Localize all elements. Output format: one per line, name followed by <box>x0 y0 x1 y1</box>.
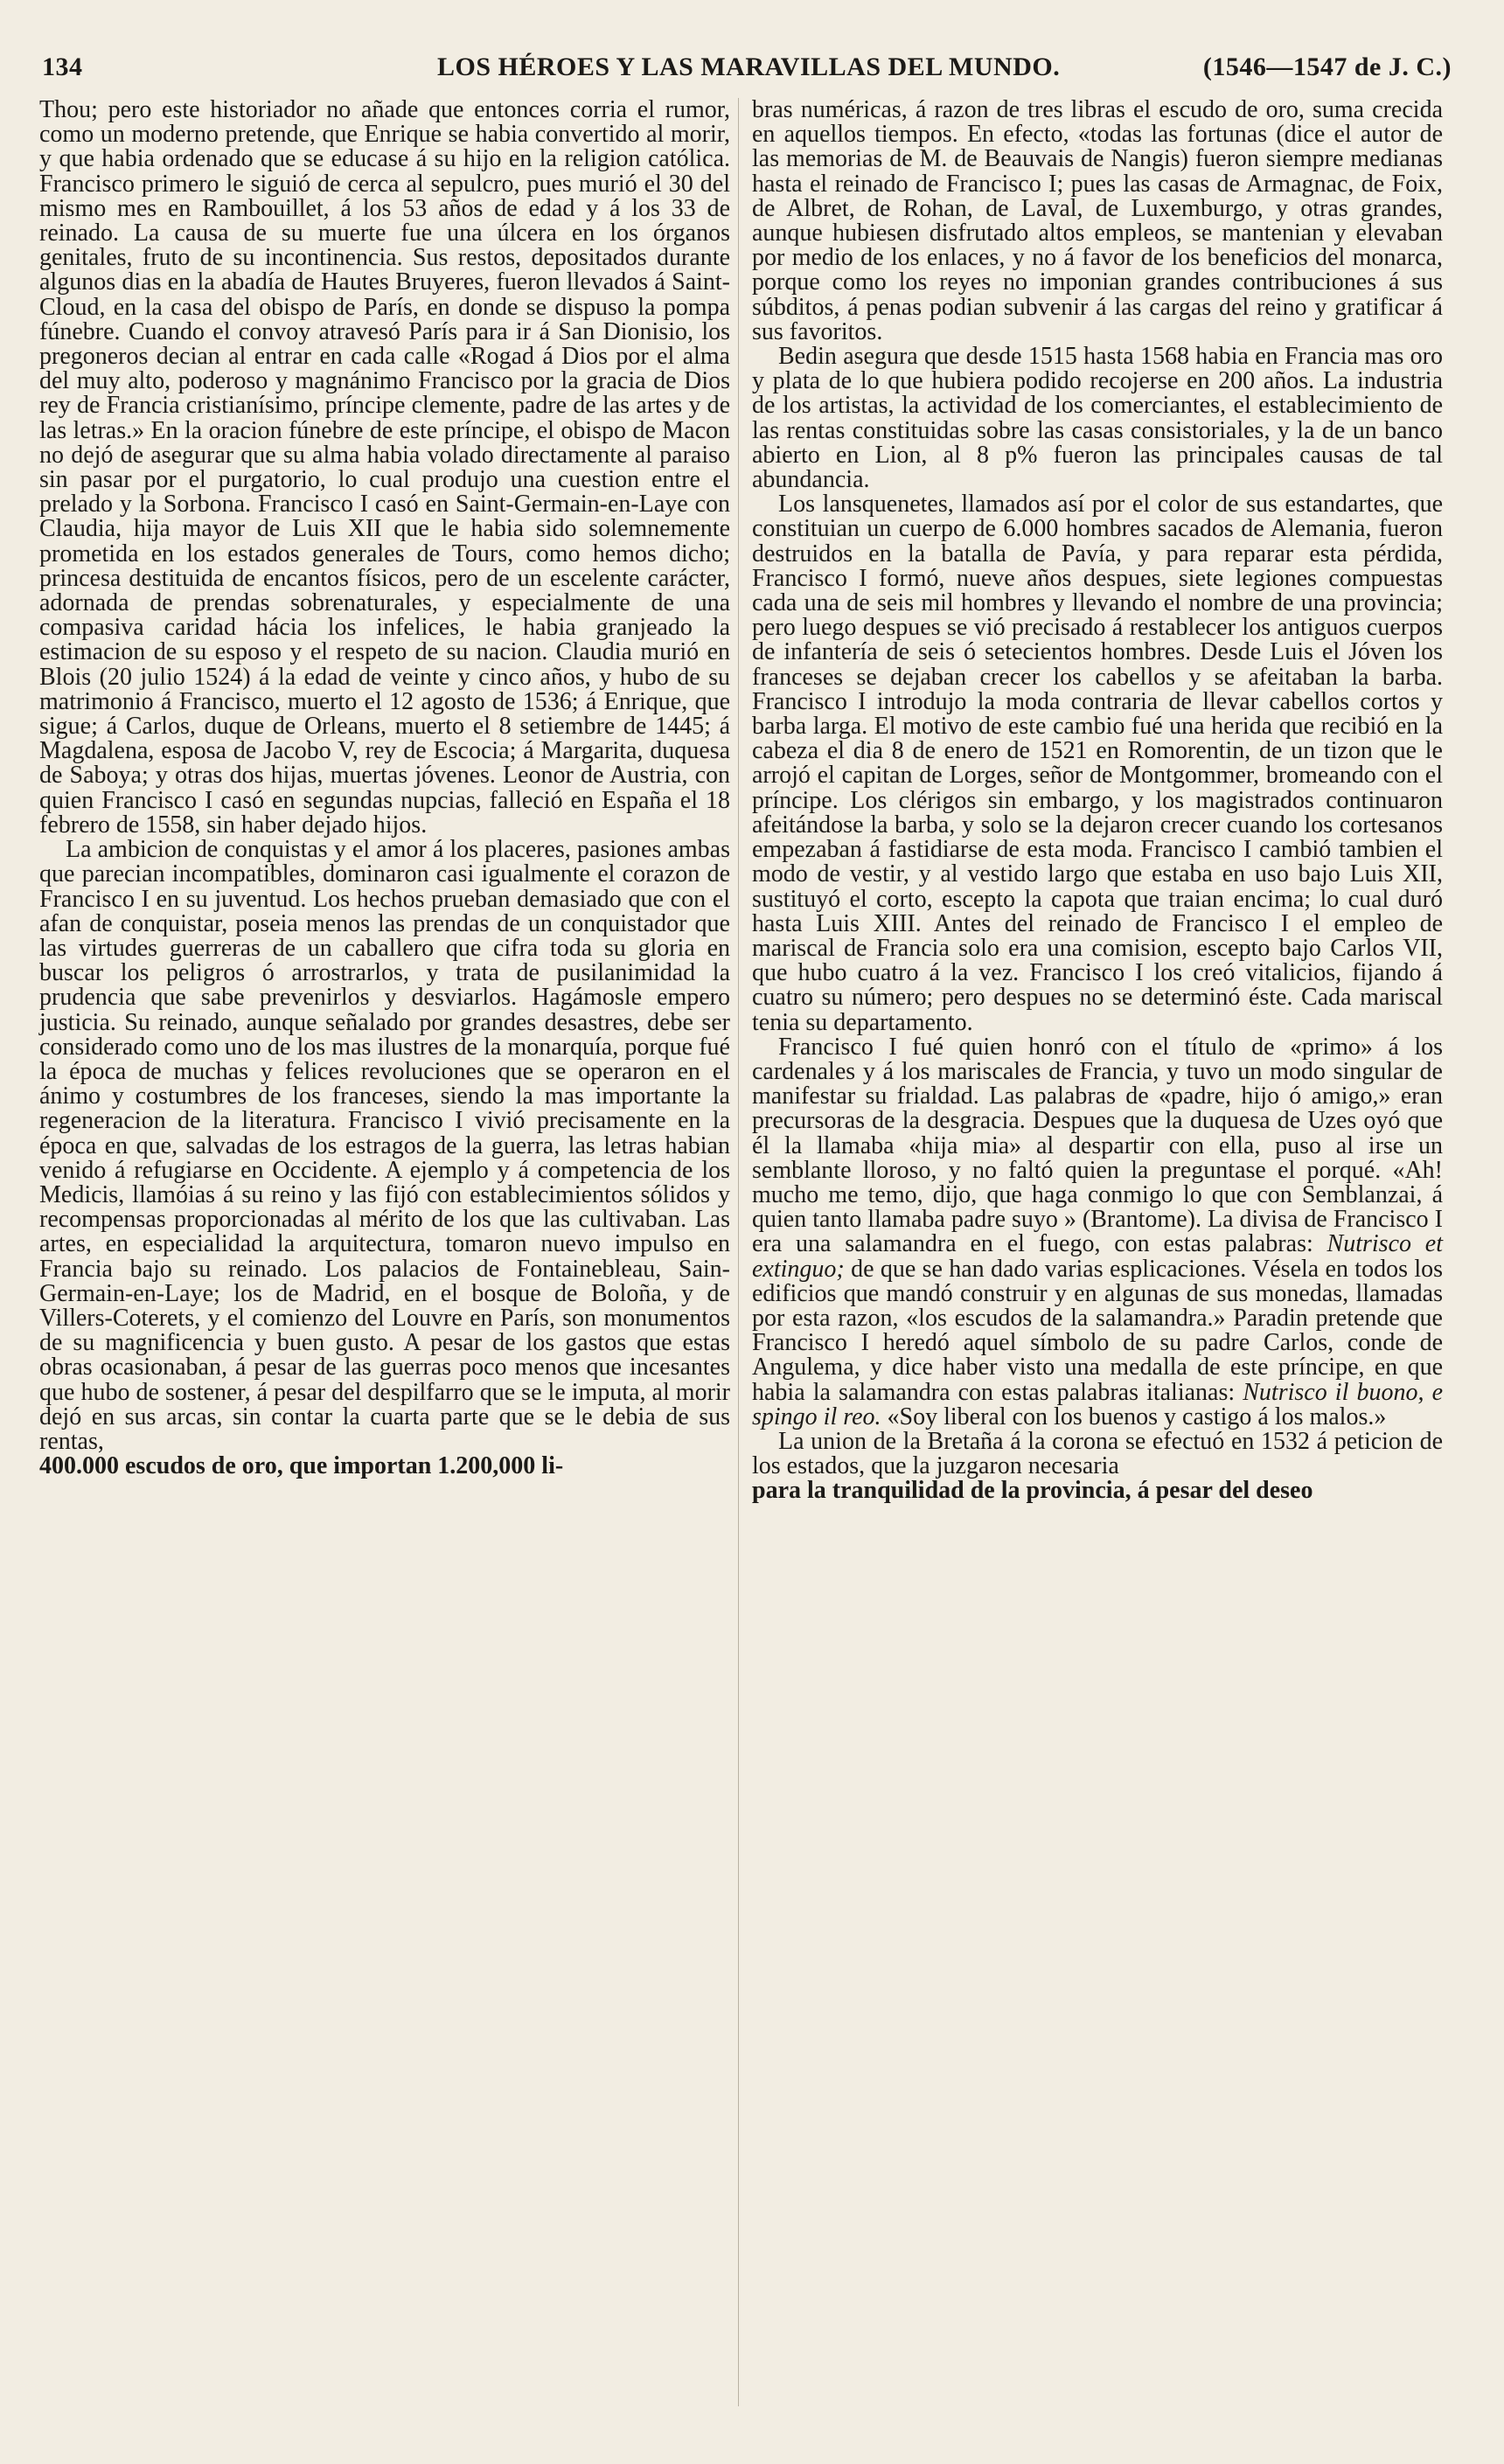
p4-text-b: de que se han dado varias esplicaciones. Vésela en todos los edificios que mandó construir y en algunas de sus monedas, llamadas por esta razon, «los escudos de la salamandra.» Paradin pretende que Francisco I heredó aquel símbolo de su padre Carlos, conde de Angulema, y dice haber visto una medalla de este príncipe, en que habia la salamandra con estas palabras italianas: <box>752 1255 1443 1406</box>
motto-latin: Nutrisco et extinguo; <box>752 1230 1444 1283</box>
left-paragraph-3: 400.000 escudos de oro, que importan 1.200,000 li- <box>39 1452 564 1480</box>
left-paragraph-2: La ambicion de conquistas y el amor á los placeres, pasiones ambas que parecian incompatibles, dominaron casi igualmente el corazon de Francisco I en su juventud. Los hechos prueban demasiado que con el afan de conquistar, poseia menos las prendas de un conquistador que las virtudes guerreras de un caballero que cifra toda su gloria en buscar los peligros ó arrostrarlos, y trata de pusilanimidad la prudencia que sabe prevenirlos y desviarlos. Hagámosle empero justicia. Su reinado, aunque señalado por grandes desastres, debe ser considerado como uno de los mas ilustres de la monarquía, porque fué la época de muchas y felices revoluciones que se operaron en el ánimo y costumbres de los franceses, siendo la mas importante la regeneracion de la literatura. Francisco I vivió precisamente en la época en que, salvadas de los estragos de la guerra, las letras habian venido á refugiarse en Occidente. A ejemplo y á competencia de los Medicis, llamóias á su reino y las fijó con establecimientos sólidos y recompensas proporcionadas al mérito de los que las cultivaban. Las artes, en especialidad la arquitectura, tomaron nuevo impulso en Francia bajo su reinado. Los palacios de Fontainebleau, Sain-Germain-en-Laye; los de Madrid, en el bosque de Boloña, y de Villers-Coterets, y el comienzo del Louvre en París, son monumentos de su magnificencia y buen gusto. A pesar de los gastos que estas obras ocasionaban, á pesar de las guerras poco menos que incesantes que hubo de sostener, á pesar del despilfarro que se le imputa, al morir dejó en sus arcas, sin contar la cuarta parte que se le debia de sus rentas, <box>39 836 730 1455</box>
right-paragraph-5: La union de la Bretaña á la corona se efectuó en 1532 á peticion de los estados, que la juzgaron necesaria <box>752 1427 1443 1480</box>
p4-text-a: Francisco I fué quien honró con el título de «primo» á los cardenales y á los mariscales de Francia, y tuvo un modo singular de manifestar su frialdad. Las palabras de «padre, hijo ó amigo,» eran precursoras de la desgracia. Despues que la duquesa de Uzes oyó que él la llamaba «hija mia» al despartir con ella, puso al irse un semblante lloroso, y no faltó quien la preguntase el porqué. «Ah! mucho me temo, dijo, que haga conmigo lo que con Semblanzai, á quien tanto llamaba padre suyo » (Brantome). La divisa de Francisco I era una salamandra en el fuego, con estas palabras: <box>752 1033 1443 1258</box>
motto-italian: Nutrisco il buono, e spingo il reo. <box>752 1378 1443 1430</box>
right-paragraph-2: Bedin asegura que desde 1515 hasta 1568 habia en Francia mas oro y plata de lo que hubiera podido recojerse en 200 años. La industria de los artistas, la actividad de los comerciantes, el establecimiento de las rentas constituidas sobre las casas consistoriales, y la de un banco abierto en Lion, al 8 p% fueron las principales causas de tal abundancia. <box>752 343 1443 494</box>
right-column <box>752 98 1443 1504</box>
left-column <box>39 98 730 1479</box>
right-paragraph-3: Los lansquenetes, llamados así por el color de sus estandartes, que constituian un cuerpo de 6.000 hombres sacados de Alemania, fueron destruidos en la batalla de Pavía, y para reparar esta pérdida, Francisco I formó, nueve años despues, siete legiones compuestas cada una de seis mil hombres y llevando el nombre de una provincia; pero luego despues se vió precisado á restablecer los antiguos cuerpos de infantería de seis ó setecientos hombres. Desde Luis el Jóven los franceses se dejaban crecer los cabellos y se afeitaban la barba. Francisco I introdujo la moda contraria de llevar cabellos cortos y barba larga. El motivo de este cambio fué una herida que recibió en la cabeza el dia 8 de enero de 1521 en Romorentin, de un tizon que le arrojó el capitan de Lorges, señor de Montgommer, bromeando con el príncipe. Los clérigos sin embargo, y los magistrados continuaron afeitándose la barba, y solo se la dejaron crecer cuando los cortesanos empezaban á fastidiarse de esta moda. Francisco I cambió tambien el modo de vestir, y al vestido largo que estaba en uso bajo Luis XII, sustituyó el corto, escepto la capota que traian encima; lo cual duró hasta Luis XIII. Antes del reinado de Francisco I el empleo de mariscal de Francia solo era una comision, escepto bajo Carlos VII, que hubo cuatro á la vez. Francisco I los creó vitalicios, fijando á cuatro su número; pero despues no se determinó éste. Cada mariscal tenia su departamento. <box>752 491 1443 1036</box>
right-paragraph-6: para la tranquilidad de la provincia, á pesar del deseo <box>752 1477 1313 1505</box>
right-paragraph-1: bras numéricas, á razon de tres libras el escudo de oro, suma crecida en aquellos tiempos. En efecto, «todas las fortunas (dice el autor de las memorias de M. de Beauvais de Nangis) fueron siempre medianas hasta el reinado de Francisco I; pues las casas de Armagnac, de Foix, de Albret, de Rohan, de Laval, de Luxemburgo, y otras grandes, aunque hubiesen disfrutado altos empleos, se mantenian y elevaban por medio de los enlaces, y no á favor de los beneficios del monarca, porque como los reyes no imponian grandes contribuciones á sus súbditos, á penas podian subvenir á las cargas del reino y gratificar á sus favoritos. <box>752 96 1443 345</box>
p4-text-c: «Soy liberal con los buenos y castigo á los malos.» <box>881 1403 1387 1430</box>
page-number: 134 <box>42 52 83 81</box>
running-title: LOS HÉROES Y LAS MARAVILLAS DEL MUNDO. <box>437 52 1061 81</box>
right-paragraph-4 <box>752 1035 1443 1430</box>
left-paragraph-1: Thou; pero este historiador no añade que entonces corria el rumor, como un moderno pretende, que Enrique se habia convertido al morir, y que habia ordenado que se educase á su hijo en la religion católica. Francisco primero le siguió de cerca al sepulcro, pues murió el 30 del mismo mes en Rambouillet, á los 53 años de edad y á los 33 de reinado. La causa de su muerte fue una úlcera en los órganos genitales, fruto de su incontinencia. Sus restos, depositados durante algunos dias en la abadía de Hautes Bruyeres, fueron llevados á Saint-Cloud, en la casa del obispo de París, en donde se dispuso la pompa fúnebre. Cuando el convoy atravesó París para ir á San Dionisio, los pregoneros decian al entrar en cada calle «Rogad á Dios por el alma del muy alto, poderoso y magnánimo Francisco por la gracia de Dios rey de Francia cristianísimo, príncipe clemente, padre de las artes y de las letras.» En la oracion fúnebre de este príncipe, el obispo de Macon no dejó de asegurar que su alma habia volado directamente al paraiso sin pasar por el purgatorio, lo cual produjo una cuestion entre el prelado y la Sorbona. Francisco I casó en Saint-Germain-en-Laye con Claudia, hija mayor de Luis XII que le habia sido solemnemente prometida en los estados generales de Tours, como hemos dicho; princesa destituida de encantos físicos, pero de un escelente carácter, adornada de prendas sobrenaturales, y especialmente de una compasiva caridad hácia los infelices, le habia granjeado la estimacion de su esposo y el respeto de su nacion. Claudia murió en Blois (20 julio 1524) á la edad de veinte y cinco años, y hubo de su matrimonio á Francisco, muerto el 12 agosto de 1536; á Enrique, que sigue; á Carlos, duque de Orleans, muerto el 8 setiembre de 1445; á Magdalena, esposa de Jacobo V, rey de Escocia; á Margarita, duquesa de Saboya; y otras dos hijas, muertas jóvenes. Leonor de Austria, con quien Francisco I casó en segundas nupcias, falleció en España el 18 febrero de 1558, sin haber dejado hijos. <box>39 96 730 839</box>
date-range: (1546—1547 de J. C.) <box>1202 52 1452 81</box>
page-header <box>42 45 1459 87</box>
column-divider <box>738 98 739 2406</box>
